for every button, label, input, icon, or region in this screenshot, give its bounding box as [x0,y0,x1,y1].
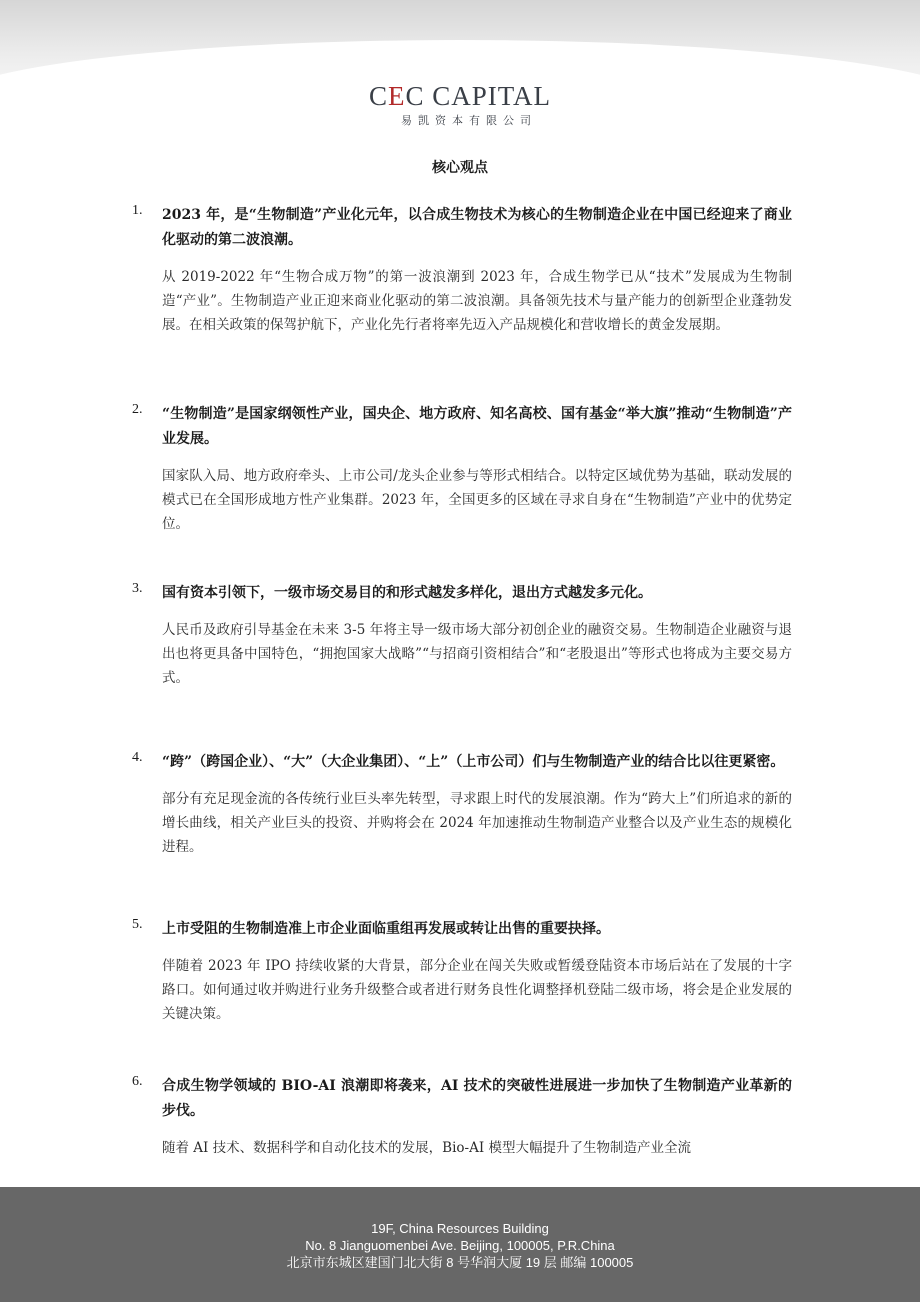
key-point-1 [132,203,792,337]
key-point-3 [132,581,792,690]
point-number: 5. [132,917,143,932]
point-body: 伴随着 2023 年 IPO 持续收紧的大背景，部分企业在闯关失败或暂缓登陆资本市场后站在了发展的十字路口。如何通过收并购进行业务升级整合或者进行财务良性化调整择机登陆二级市场，将会是企业发展的关键决策。 [162,958,792,1022]
point-title: “生物制造”是国家纲领性产业，国央企、地方政府、知名高校、国有基金“举大旗”推动“生物制造”产业发展。 [162,406,792,447]
logo-chinese-name: 易凯资本有限公司 [401,114,537,127]
point-number: 2. [132,402,143,417]
footer-line-2: No. 8 Jianguomenbei Ave. Beijing, 100005, P.R.China [305,1238,615,1253]
point-title: 合成生物学领域的 BIO-AI 浪潮即将袭来，AI 技术的突破性进展进一步加快了生物制造产业革新的步伐。 [162,1078,792,1119]
point-body: 国家队入局、地方政府牵头、上市公司/龙头企业参与等形式相结合。以特定区域优势为基础，联动发展的模式已在全国形成地方性产业集群。2023 年，全国更多的区域在寻求自身在“生物制造”产业中的优势定位。 [162,468,792,532]
point-title: “跨”（跨国企业）、“大”（大企业集团）、“上”（上市公司）们与生物制造产业的结合比以往更紧密。 [162,754,785,770]
point-number: 6. [132,1074,143,1089]
key-point-2 [132,402,792,536]
point-number: 1. [132,203,143,218]
footer-line-3: 北京市东城区建国门北大街 8 号华润大厦 19 层 邮编 100005 [286,1255,634,1270]
key-point-4 [132,750,792,859]
point-title: 上市受阻的生物制造准上市企业面临重组再发展或转让出售的重要抉择。 [162,921,610,937]
footer-address [0,1187,920,1302]
point-number: 3. [132,581,143,596]
company-logo [0,82,920,128]
point-title: 2023 年，是“生物制造”产业化元年，以合成生物技术为核心的生物制造企业在中国已经迎来了商业化驱动的第二波浪潮。 [162,207,792,248]
logo-wordmark: CEC CAPITAL [368,81,552,111]
point-body: 人民币及政府引导基金在未来 3-5 年将主导一级市场大部分初创企业的融资交易。生物制造企业融资与退出也将更具备中国特色，“拥抱国家大战略”“与招商引资相结合”和“老股退出”等形式也将成为主要交易方式。 [162,622,792,686]
point-number: 4. [132,750,143,765]
key-point-5 [132,917,792,1026]
point-body: 随着 AI 技术、数据科学和自动化技术的发展，Bio-AI 模型大幅提升了生物制造产业全流 [162,1140,691,1156]
page-title: 核心观点 [432,160,488,176]
point-body: 部分有充足现金流的各传统行业巨头率先转型，寻求跟上时代的发展浪潮。作为“跨大上”们所追求的新的增长曲线，相关产业巨头的投资、并购将会在 2024 年加速推动生物制造产业整合以及产业生态的规模化进程。 [162,791,792,855]
footer-line-1: 19F, China Resources Building [371,1221,549,1236]
key-point-6 [132,1074,792,1160]
point-body: 从 2019-2022 年“生物合成万物”的第一波浪潮到 2023 年，合成生物学已从“技术”发展成为生物制造“产业”。生物制造产业正迎来商业化驱动的第二波浪潮。具备领先技术与量产能力的创新型企业蓬勃发展。在相关政策的保驾护航下，产业化先行者将率先迈入产品规模化和营收增长的黄金发展期。 [162,269,792,333]
point-title: 国有资本引领下，一级市场交易目的和形式越发多样化，退出方式越发多元化。 [162,585,652,601]
